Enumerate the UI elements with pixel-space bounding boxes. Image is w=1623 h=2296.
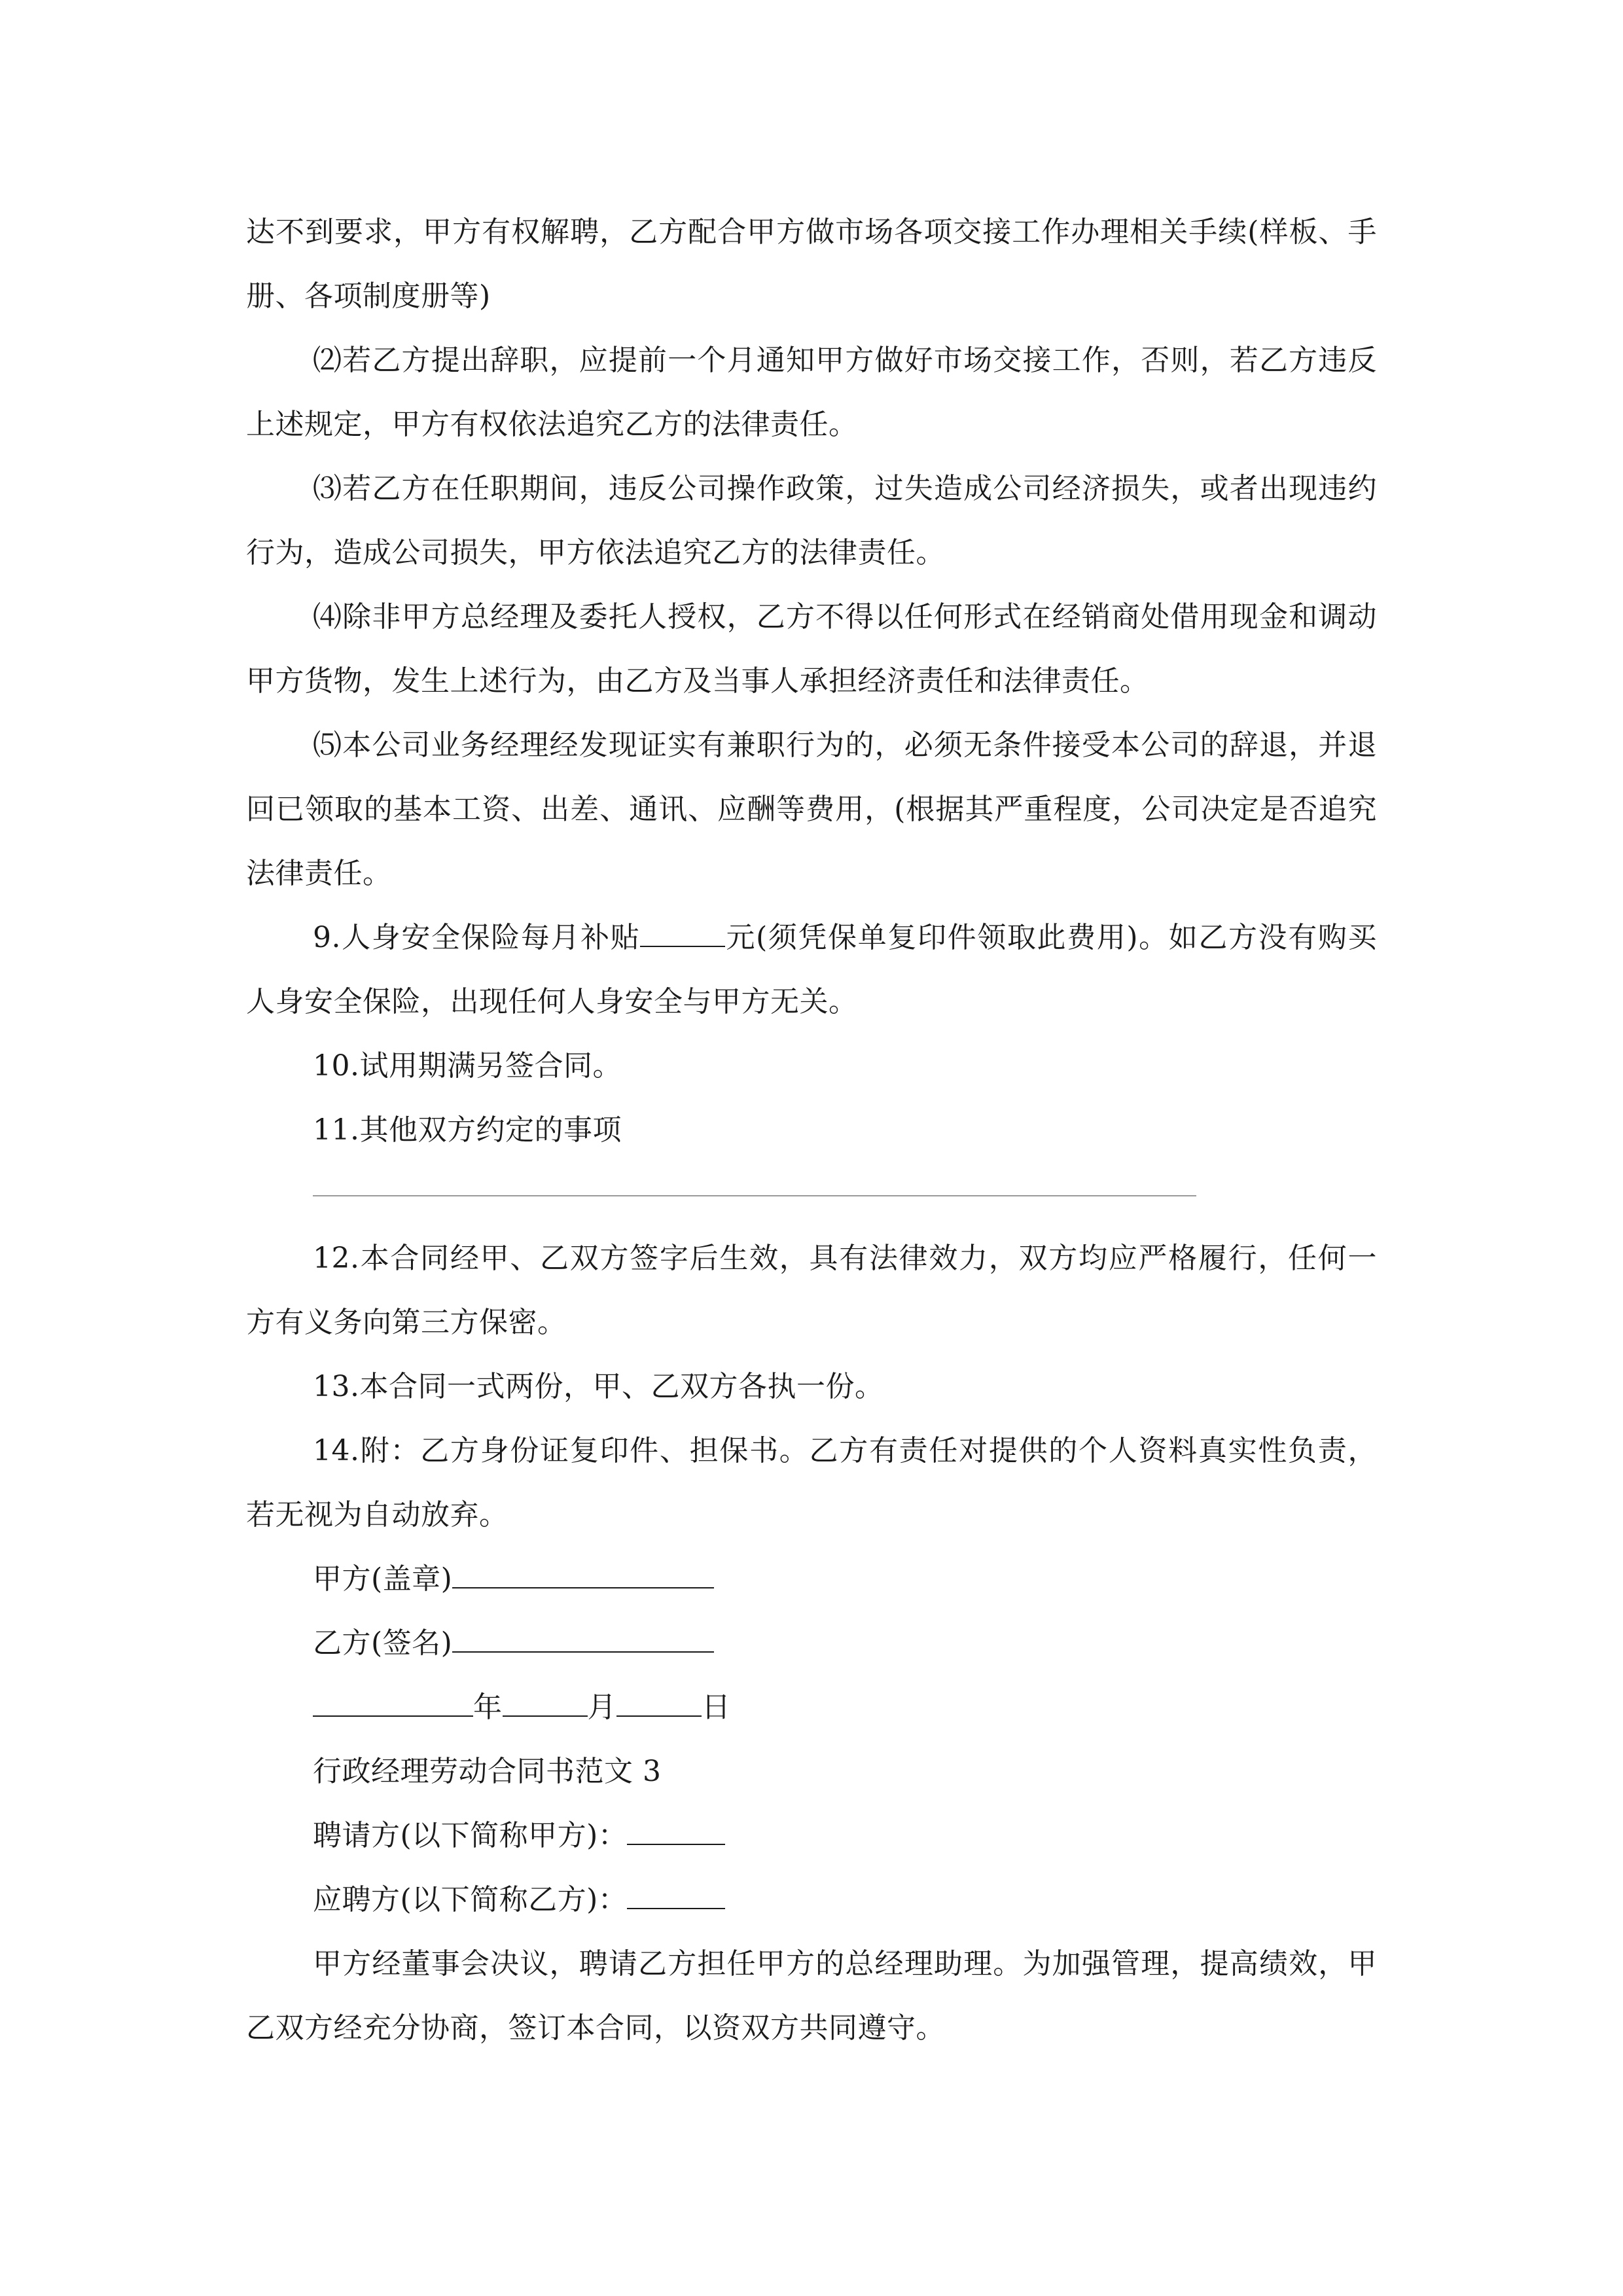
other-matters-line — [246, 1162, 1377, 1227]
section-title: 行政经理劳动合同书范文 3 — [313, 1755, 662, 1788]
employer-label: 聘请方(以下简称甲方)： — [313, 1819, 628, 1852]
item-14: 14.附：乙方身份证复印件、担保书。乙方有责任对提供的个人资料真实性负责，若无视为自动放弃。 — [246, 1434, 1377, 1532]
paragraph-continuation: 达不到要求，甲方有权解聘，乙方配合甲方做市场各项交接工作办理相关手续(样板、手册、各项制度册等) — [246, 215, 1377, 313]
party-b-label: 乙方(签名) — [313, 1626, 453, 1660]
item-11: 11.其他双方约定的事项 — [313, 1113, 622, 1147]
party-a-label: 甲方(盖章) — [313, 1562, 453, 1596]
employer-blank — [627, 1814, 725, 1845]
section-intro: 甲方经董事会决议，聘请乙方担任甲方的总经理助理。为加强管理，提高绩效，甲乙双方经充分协商，签订本合同，以资双方共同遵守。 — [246, 1947, 1377, 2045]
allowance-blank — [640, 916, 725, 947]
fill-in-rule — [313, 1195, 1196, 1196]
item-13: 13.本合同一式两份，甲、乙双方各执一份。 — [313, 1370, 884, 1403]
month-blank — [503, 1685, 588, 1717]
item-9-suffix: 元(须凭保单复印件领取此费用)。如乙方没有购买人身安全保险，出现任何人身安全与甲方无关。 — [246, 921, 1377, 1018]
signing-date — [246, 1676, 1377, 1740]
employee-line — [246, 1868, 1377, 1932]
item-10: 10.试用期满另签合同。 — [313, 1049, 622, 1083]
item-9-prefix: 9.人身安全保险每月补贴 — [313, 921, 641, 954]
year-blank — [313, 1685, 473, 1717]
party-a-signature — [246, 1547, 1377, 1611]
item-12: 12.本合同经甲、乙双方签字后生效，具有法律效力，双方均应严格履行，任何一方有义务向第三方保密。 — [246, 1242, 1377, 1339]
day-label: 日 — [702, 1691, 731, 1724]
employee-blank — [627, 1878, 725, 1909]
clause-5: ⑸本公司业务经理经发现证实有兼职行为的，必须无条件接受本公司的辞退，并退回已领取的基本工资、出差、通讯、应酬等费用，(根据其严重程度，公司决定是否追究法律责任。 — [246, 728, 1377, 890]
document-body — [246, 200, 1377, 2060]
day-blank — [616, 1685, 702, 1717]
party-a-blank — [452, 1557, 714, 1588]
clause-3: ⑶若乙方在任职期间，违反公司操作政策，过失造成公司经济损失，或者出现违约行为，造成公司损失，甲方依法追究乙方的法律责任。 — [246, 472, 1377, 569]
year-label: 年 — [473, 1691, 503, 1724]
clause-2: ⑵若乙方提出辞职，应提前一个月通知甲方做好市场交接工作，否则，若乙方违反上述规定，甲方有权依法追究乙方的法律责任。 — [246, 344, 1377, 441]
party-b-blank — [452, 1621, 714, 1653]
clause-4: ⑷除非甲方总经理及委托人授权，乙方不得以任何形式在经销商处借用现金和调动甲方货物，发生上述行为，由乙方及当事人承担经济责任和法律责任。 — [246, 600, 1377, 698]
employee-label: 应聘方(以下简称乙方)： — [313, 1883, 628, 1916]
party-b-signature — [246, 1611, 1377, 1676]
month-label: 月 — [587, 1691, 616, 1724]
employer-line — [246, 1804, 1377, 1868]
item-9 — [246, 906, 1377, 1034]
